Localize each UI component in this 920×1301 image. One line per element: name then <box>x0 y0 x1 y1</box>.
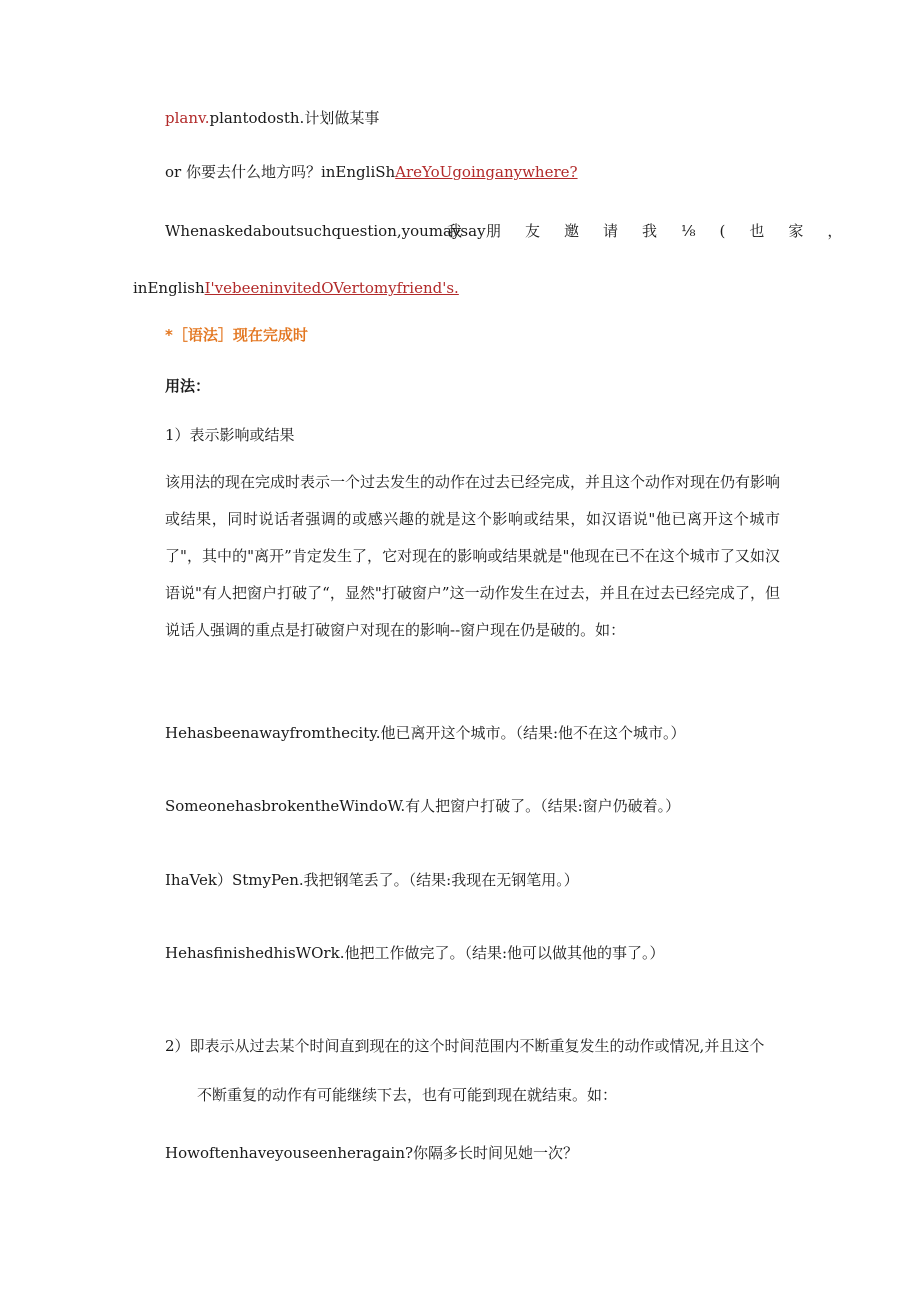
example2-line: Howoftenhaveyouseenheragain?你隔多长时间见她一次？ <box>165 1144 579 1162</box>
point1-paragraph: 该用法的现在完成时表示一个过去发生的动作在过去已经完成，并且这个动作对现在仍有影响或结果，同时说话者强调的或感兴趣的就是这个影响或结果，如汉语说"他已离开这个城市了"，其中的"离开”肯定发生了，它对现在的影响或结果就是"他现在已不在这个城市了又如汉语说"有人把窗户打破了“，显然"打破窗户”这一动作发生在过去，并且在过去已经完成了，但说话人强调的重点是打破窗户对现在的影响--窗户现在仍是破的。如： <box>165 473 781 639</box>
example-line: Hehasbeenawayfromthecity.他已离开这个城市。（结果:他不在这个城市。） <box>165 724 686 742</box>
english-question: AreYoUgoinganywhere? <box>395 163 578 181</box>
answer-chinese: 我朋友邀请我⅛(也家， <box>447 222 867 240</box>
english-answer-line <box>133 278 459 298</box>
example-line: HehasfinishedhisWOrk.他把工作做完了。（结果:他可以做其他的事了。） <box>165 944 665 962</box>
example-line: SomeonehasbrokentheWindoW.有人把窗户打破了。（结果:窗户仍破着。） <box>165 797 681 815</box>
question-line <box>165 162 578 182</box>
grammar-heading: *［语法］现在完成时 <box>165 326 308 344</box>
answer-en-lead: inEnglish <box>133 279 205 297</box>
example-line: IhaVek）StmyPen.我把钢笔丢了。（结果:我现在无钢笔用。） <box>165 871 579 889</box>
usage-label: 用法： <box>165 377 211 395</box>
point2-line-b: 不断重复的动作有可能继续下去，也有可能到现在就结束。如： <box>197 1086 618 1104</box>
vocab-line-plan <box>165 108 379 128</box>
question-lead: or 你要去什么地方吗？inEngliSh <box>165 163 396 181</box>
answer-lead: Whenaskedaboutsuchquestion,youmaysay <box>165 222 486 240</box>
point2-line-a: 2）即表示从过去某个时间直到现在的这个时间范围内不断重复发生的动作或情况,并且这个 <box>165 1037 765 1055</box>
answer-line <box>165 221 867 241</box>
english-answer: I'vebeeninvitedOVertomyfriend's. <box>204 279 459 297</box>
vocab-term: planv. <box>165 109 210 127</box>
vocab-definition: plantodosth.计划做某事 <box>209 109 380 127</box>
point1-title: 1）表示影响或结果 <box>165 426 295 444</box>
